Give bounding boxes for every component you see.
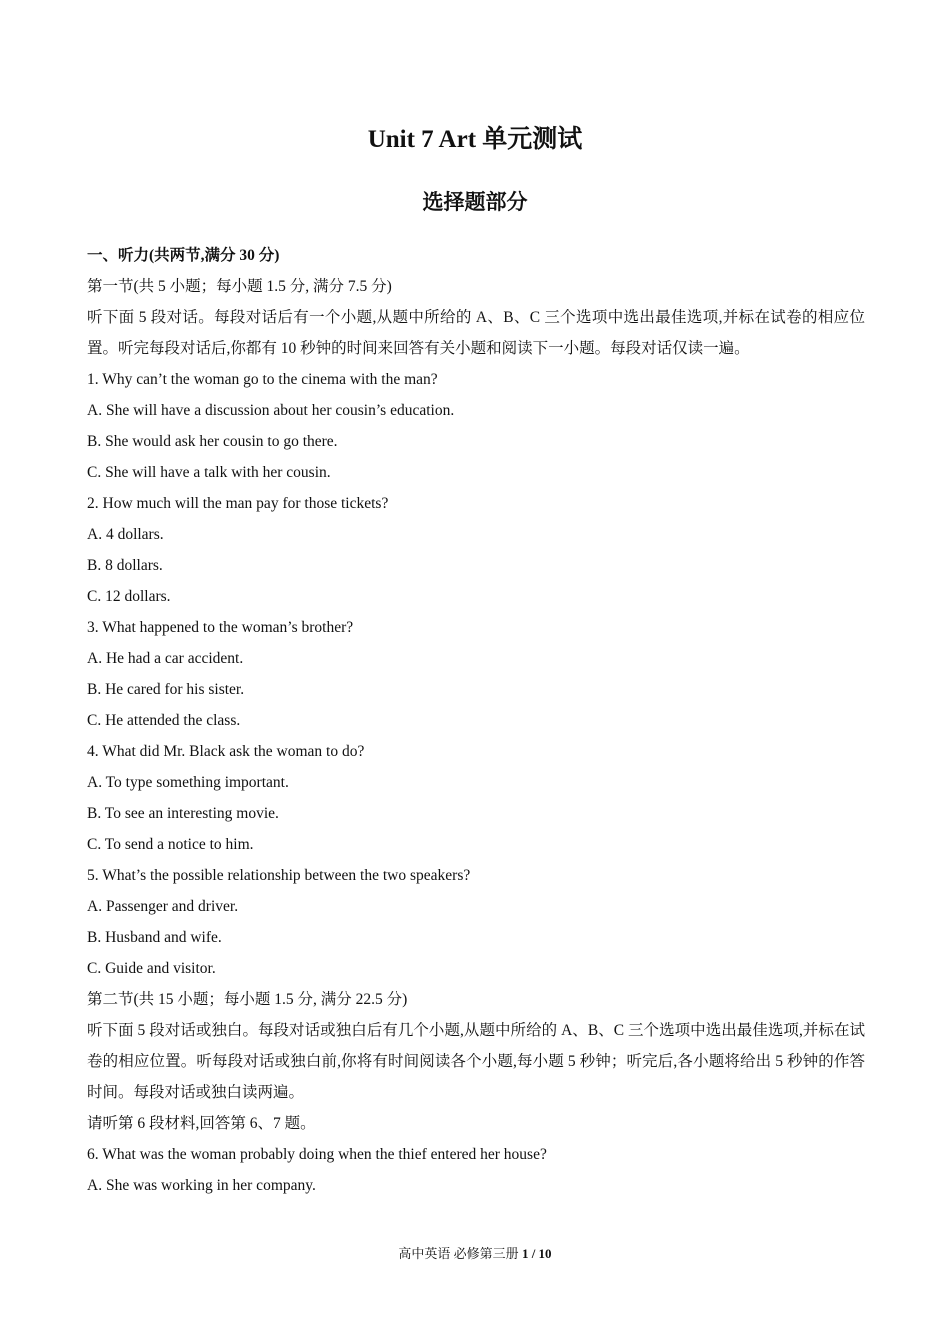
question-option: C. 12 dollars.: [87, 588, 171, 605]
question-option: B. To see an interesting movie.: [87, 805, 279, 822]
question-option: B. 8 dollars.: [87, 557, 163, 574]
section-heading: 一、听力(共两节,满分 30 分): [87, 247, 280, 264]
document-body: [87, 240, 865, 1201]
question-option: A. She will have a discussion about her cousin’s education.: [87, 402, 455, 419]
question-option: C. To send a notice to him.: [87, 836, 254, 853]
footer-book-label: 高中英语 必修第三册: [398, 1246, 519, 1261]
question-option: A. Passenger and driver.: [87, 898, 239, 915]
question-stem: 1. Why can’t the woman go to the cinema with the man?: [87, 371, 438, 388]
part2-instructions: 听下面 5 段对话或独白。每段对话或独白后有几个小题,从题中所给的 A、B、C 三个选项中选出最佳选项,并标在试卷的相应位置。听每段对话或独白前,你将有时间阅读各个小题,每小题 5 秒钟；听完后,各小题将给出 5 秒钟的作答时间。每段对话或独白读两遍。: [87, 1022, 865, 1101]
document-subtitle: 选择题部分: [422, 190, 528, 214]
question-stem: 3. What happened to the woman’s brother?: [87, 619, 354, 636]
footer-page-number: 1 / 10: [521, 1246, 552, 1261]
question-option: A. 4 dollars.: [87, 526, 164, 543]
question-option: A. To type something important.: [87, 774, 289, 791]
question-stem: 4. What did Mr. Black ask the woman to do?: [87, 743, 365, 760]
question-option: C. She will have a talk with her cousin.: [87, 464, 331, 481]
question-option: B. She would ask her cousin to go there.: [87, 433, 338, 450]
question-stem: 2. How much will the man pay for those tickets?: [87, 495, 389, 512]
question-option: B. He cared for his sister.: [87, 681, 245, 698]
part1-instructions: 听下面 5 段对话。每段对话后有一个小题,从题中所给的 A、B、C 三个选项中选出最佳选项,并标在试卷的相应位置。听完每段对话后,你都有 10 秒钟的时间来回答有关小题和阅读下一小题。每段对话仅读一遍。: [87, 309, 865, 357]
question-option: A. He had a car accident.: [87, 650, 244, 667]
question-option: A. She was working in her company.: [87, 1177, 316, 1194]
question-option: C. Guide and visitor.: [87, 960, 216, 977]
part2-prompt: 请听第 6 段材料,回答第 6、7 题。: [87, 1115, 316, 1132]
part1-heading: 第一节(共 5 小题；每小题 1.5 分, 满分 7.5 分): [87, 278, 392, 295]
page-footer: [0, 1244, 950, 1264]
question-option: C. He attended the class.: [87, 712, 241, 729]
question-option: B. Husband and wife.: [87, 929, 222, 946]
part2-heading: 第二节(共 15 小题；每小题 1.5 分, 满分 22.5 分): [87, 991, 408, 1008]
question-stem: 5. What’s the possible relationship between the two speakers?: [87, 867, 471, 884]
question-stem: 6. What was the woman probably doing when the thief entered her house?: [87, 1146, 547, 1163]
document-title: Unit 7 Art 单元测试: [367, 126, 583, 153]
